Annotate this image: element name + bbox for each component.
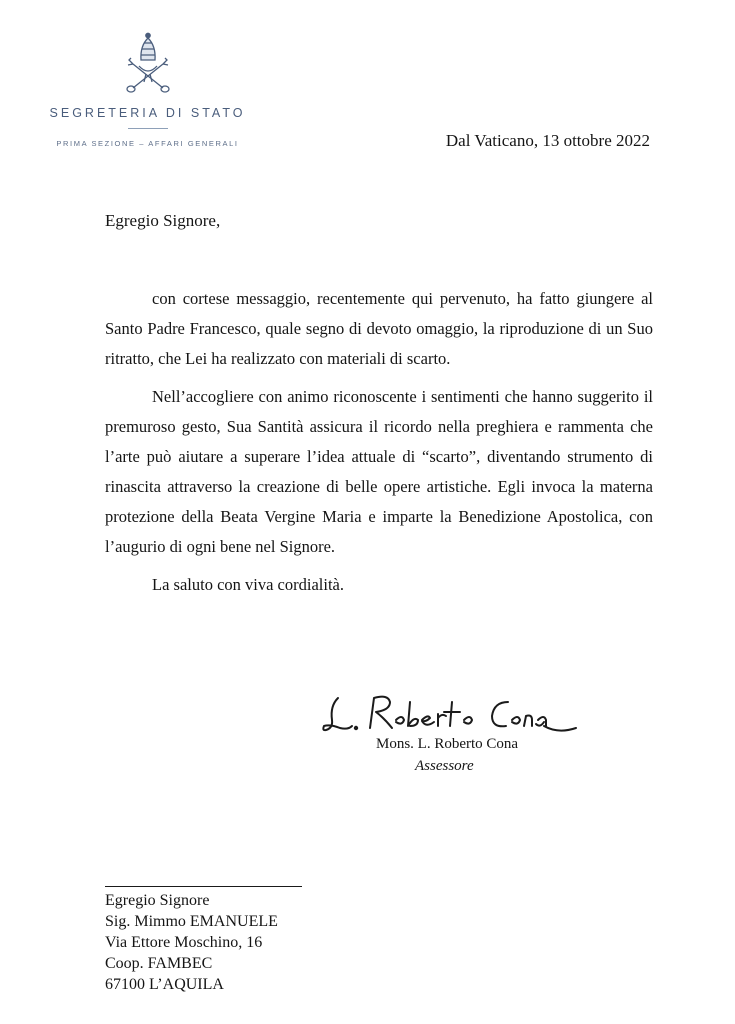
office-name: SEGRETERIA DI STATO [49,106,246,120]
recipient-address [105,890,278,995]
letter-body [105,284,653,608]
letterhead-divider [128,128,168,129]
signer-title: Assessore [415,758,474,774]
address-line: Egregio Signore [105,892,210,909]
letter-date: Dal Vaticano, 13 ottobre 2022 [445,131,650,150]
letterhead [30,30,265,148]
closing-paragraph: La saluto con viva cordialità. [152,575,344,594]
address-line: Sig. Mimmo EMANUELE [105,913,278,930]
address-line: Coop. FAMBEC [105,955,213,972]
signer-name: Mons. L. Roberto Cona [376,736,519,752]
body-paragraph: con cortese messaggio, recentemente qui pervenuto, ha fatto giungere al Santo Padre Francesco, quale segno di devoto omaggio, la riproduzione di un Suo ritratto, che Lei ha realizzato con materiali di scarto. [105,289,653,368]
body-paragraph: Nell’accogliere con animo riconoscente i sentimenti che hanno suggerito il premuroso gesto, Sua Santità assicura il ricordo nella preghiera e rammenta che l’arte può aiutare a superare l’idea attuale di “scarto”, diventando strumento di rinascita attraverso la creazione di belle opere artistiche. Egli invoca la materna protezione della Beata Vergine Maria e imparte la Benedizione Apostolica, con l’augurio di ogni bene nel Signore. [105,387,653,556]
address-divider [105,886,302,887]
address-line: 67100 L’AQUILA [105,976,224,993]
handwritten-signature [318,688,578,738]
salutation: Egregio Signore, [105,211,221,230]
signature-block [318,688,608,788]
address-line: Via Ettore Moschino, 16 [105,934,263,951]
section-name: PRIMA SEZIONE – AFFARI GENERALI [56,139,239,148]
papal-coat-of-arms-icon [119,30,177,94]
